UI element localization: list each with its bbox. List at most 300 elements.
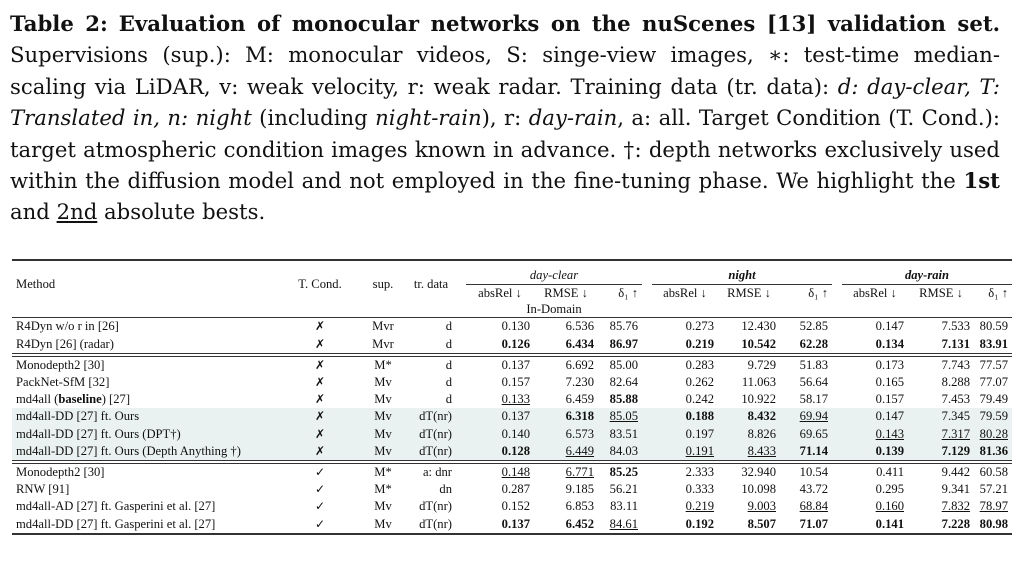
gap-cell — [832, 443, 842, 461]
cell-value: 7.228 — [941, 516, 970, 531]
cell-value: 2.333 — [685, 464, 714, 479]
cell-value: 9.003 — [747, 499, 776, 514]
cell-day-clear-rmse — [534, 336, 598, 354]
cell-day-rain-absrel — [842, 443, 908, 461]
cell-day-rain-absrel — [842, 426, 908, 443]
cell-night-delta1 — [780, 498, 832, 515]
cell-trdata: dT(nr) — [419, 516, 452, 531]
cell-day-rain-rmse — [908, 498, 974, 515]
cell-trdata: dT(nr) — [406, 426, 456, 443]
table-row — [12, 515, 1012, 533]
caption-text-4-italic: day-rain — [528, 105, 618, 131]
cell-night-absrel — [652, 336, 718, 354]
cell-value: 9.341 — [941, 482, 970, 497]
table-row — [12, 318, 1012, 335]
cell-night-absrel — [652, 463, 718, 481]
cell-method: Monodepth2 [30] — [16, 357, 105, 372]
cell-value: 0.242 — [685, 392, 714, 407]
cell-value: 0.188 — [685, 409, 714, 424]
cell-value: 6.459 — [565, 392, 594, 407]
cell-method: md4all-DD [27] ft. Ours — [12, 408, 280, 425]
gap-cell — [456, 336, 466, 354]
header-sup: sup. — [372, 277, 394, 292]
gap-cell — [642, 426, 652, 443]
cell-sup: Mv — [374, 375, 392, 390]
cell-day-rain-delta1 — [974, 515, 1012, 533]
gap-cell — [456, 374, 466, 391]
cell-value: 6.771 — [565, 464, 594, 479]
cell-value: 0.140 — [501, 426, 530, 441]
gap-cell — [642, 498, 652, 515]
cell-sup: Mv — [360, 408, 406, 425]
cell-day-clear-absrel — [466, 515, 534, 533]
cell-night-delta1 — [780, 408, 832, 425]
cell-day-rain-rmse — [908, 515, 974, 533]
gap-cell — [642, 285, 652, 303]
cell-day-clear-absrel — [466, 463, 534, 481]
gap-cell — [642, 356, 652, 374]
cell-value: 79.49 — [979, 392, 1008, 407]
table-row — [12, 426, 1012, 443]
table-row — [12, 463, 1012, 481]
cell-value: 0.165 — [875, 375, 904, 390]
cell-night-rmse — [718, 318, 780, 335]
gap-cell — [456, 481, 466, 498]
cell-day-rain-delta1 — [974, 481, 1012, 498]
cell-method: R4Dyn w/o r in [26] — [16, 319, 119, 334]
cell-night-rmse — [718, 356, 780, 374]
cell-value: 6.692 — [565, 357, 594, 372]
cell-night-rmse — [718, 481, 780, 498]
cell-night-delta1 — [780, 443, 832, 461]
table-row — [12, 374, 1012, 391]
gap-cell — [456, 285, 466, 303]
cell-day-rain-delta1 — [974, 336, 1012, 354]
gap-cell — [456, 498, 466, 515]
cell-day-rain-absrel — [842, 463, 908, 481]
cell-day-clear-absrel — [466, 498, 534, 515]
cell-value: 80.98 — [979, 516, 1008, 531]
cell-night-absrel — [652, 318, 718, 335]
cell-value: 6.853 — [565, 499, 594, 514]
gap-cell — [832, 336, 842, 354]
check-mark-icon: ✓ — [314, 499, 326, 514]
cell-value: 77.07 — [979, 375, 1008, 390]
caption-title: Evaluation of monocular networks on the nuScenes [13] validation set. — [118, 11, 1000, 36]
cell-value: 69.94 — [799, 409, 828, 424]
cross-mark-icon: ✗ — [314, 375, 326, 390]
cell-day-clear-delta1 — [598, 443, 642, 461]
cell-day-clear-delta1 — [598, 463, 642, 481]
cell-value: 0.160 — [875, 499, 904, 514]
cross-mark-icon: ✗ — [314, 357, 326, 372]
cell-day-rain-delta1 — [974, 426, 1012, 443]
cell-trdata: a: dnr — [422, 464, 452, 479]
cell-sup: Mv — [360, 426, 406, 443]
cell-value: 85.25 — [609, 464, 638, 479]
cell-value: 6.434 — [565, 336, 594, 351]
cell-day-clear-delta1 — [598, 374, 642, 391]
cell-value: 83.11 — [610, 499, 638, 514]
cell-day-clear-absrel — [466, 318, 534, 335]
caption-first: 1st — [963, 168, 1000, 194]
cell-night-absrel — [652, 356, 718, 374]
header-metric-day-clear-delta1: δ₁ ↑ — [618, 286, 638, 301]
cell-day-rain-rmse — [908, 336, 974, 354]
section-in-domain-label: In-Domain — [526, 302, 582, 317]
cell-night-absrel — [652, 515, 718, 533]
cell-value: 7.453 — [941, 392, 970, 407]
caption-text-4: ), r: — [481, 105, 522, 131]
cell-day-rain-rmse — [908, 318, 974, 335]
cell-value: 8.288 — [941, 375, 970, 390]
cell-value: 85.76 — [609, 319, 638, 334]
header-metric-day-rain-delta1: δ₁ ↑ — [988, 286, 1008, 301]
cell-method: md4all-AD [27] ft. Gasperini et al. [27] — [16, 499, 216, 514]
cell-value: 0.148 — [501, 464, 530, 479]
cell-method: PackNet-SfM [32] — [16, 375, 110, 390]
cell-value: 68.84 — [799, 499, 828, 514]
cell-method — [12, 391, 280, 408]
cell-value: 10.098 — [741, 482, 776, 497]
cell-day-clear-rmse — [534, 481, 598, 498]
gap-cell — [832, 515, 842, 533]
cell-day-rain-delta1 — [974, 408, 1012, 425]
cell-value: 0.128 — [501, 443, 530, 458]
cross-mark-icon: ✗ — [314, 336, 326, 351]
cell-value: 0.137 — [501, 357, 530, 372]
cell-trdata: dn — [439, 482, 452, 497]
cell-value: 6.449 — [565, 443, 594, 458]
cell-day-rain-delta1 — [974, 498, 1012, 515]
cell-method: R4Dyn [26] (radar) — [16, 336, 114, 351]
cell-value: 0.262 — [685, 375, 714, 390]
cell-value: 77.57 — [979, 357, 1008, 372]
cell-value: 43.72 — [799, 482, 828, 497]
cell-value: 0.295 — [875, 482, 904, 497]
header-metric-night-absrel: absRel ↓ — [663, 286, 707, 301]
cell-value: 0.219 — [685, 336, 714, 351]
cell-day-clear-delta1 — [598, 318, 642, 335]
cell-day-clear-delta1 — [598, 498, 642, 515]
header-trdata: tr. data — [413, 277, 449, 292]
cell-value: 78.97 — [979, 499, 1008, 514]
cell-method-bold: baseline — [58, 392, 102, 407]
gap-cell — [642, 515, 652, 533]
cell-night-delta1 — [780, 356, 832, 374]
gap-cell — [832, 374, 842, 391]
gap-cell — [642, 481, 652, 498]
cross-mark-icon: ✗ — [314, 319, 326, 334]
cell-day-clear-rmse — [534, 515, 598, 533]
cell-night-delta1 — [780, 374, 832, 391]
cell-day-clear-delta1 — [598, 391, 642, 408]
cell-night-absrel — [652, 374, 718, 391]
cell-sup: M* — [374, 357, 392, 372]
cell-day-clear-rmse — [534, 408, 598, 425]
cell-value: 32.940 — [741, 464, 776, 479]
cell-day-clear-delta1 — [598, 336, 642, 354]
cell-day-clear-absrel — [466, 481, 534, 498]
cell-value: 85.05 — [609, 409, 638, 424]
cell-value: 0.173 — [875, 357, 904, 372]
cell-value: 0.191 — [685, 443, 714, 458]
cell-value: 62.28 — [799, 336, 828, 351]
gap-cell — [642, 336, 652, 354]
cell-day-rain-absrel — [842, 391, 908, 408]
cell-value: 80.59 — [979, 319, 1008, 334]
cell-value: 60.58 — [979, 464, 1008, 479]
cell-day-clear-rmse — [534, 463, 598, 481]
cell-value: 71.14 — [799, 443, 828, 458]
cell-value: 10.54 — [799, 464, 828, 479]
caption-text-6: absolute bests. — [104, 199, 266, 225]
table-row — [12, 408, 1012, 425]
gap-cell — [832, 285, 842, 303]
cell-night-absrel — [652, 481, 718, 498]
header-group-day-rain: day-rain — [842, 267, 1012, 285]
cell-value: 6.573 — [565, 426, 594, 441]
cell-value: 9.185 — [565, 482, 594, 497]
cell-value: 51.83 — [799, 357, 828, 372]
cell-value: 52.85 — [799, 319, 828, 334]
cell-day-clear-absrel — [466, 408, 534, 425]
cell-value: 86.97 — [609, 336, 638, 351]
cell-value: 0.287 — [501, 482, 530, 497]
cell-night-delta1 — [780, 481, 832, 498]
cell-value: 84.61 — [609, 516, 638, 531]
header-metric-night-delta1: δ₁ ↑ — [808, 286, 828, 301]
cell-day-rain-delta1 — [974, 374, 1012, 391]
cell-day-rain-rmse — [908, 356, 974, 374]
cell-value: 8.507 — [747, 516, 776, 531]
cell-method-post: ) [27] — [101, 392, 131, 407]
cell-value: 10.542 — [741, 336, 776, 351]
cell-day-clear-delta1 — [598, 356, 642, 374]
gap-cell — [456, 426, 466, 443]
cell-day-clear-rmse — [534, 391, 598, 408]
cell-night-rmse — [718, 426, 780, 443]
cell-value: 0.192 — [685, 516, 714, 531]
cell-day-clear-absrel — [466, 374, 534, 391]
cell-sup: Mv — [360, 443, 406, 461]
cell-trdata: dT(nr) — [419, 499, 452, 514]
gap-cell — [456, 318, 466, 335]
cell-value: 9.729 — [747, 357, 776, 372]
cell-sup: Mv — [374, 499, 392, 514]
table-row — [12, 391, 1012, 408]
cell-method: md4all-DD [27] ft. Ours (DPT†) — [12, 426, 280, 443]
cell-day-clear-absrel — [466, 426, 534, 443]
gap-cell — [642, 374, 652, 391]
cell-day-rain-delta1 — [974, 391, 1012, 408]
cell-value: 83.51 — [609, 426, 638, 441]
caption-text-1: Supervisions (sup.): M: monocular videos, S: singe-view images, ∗: test-time median-scaling via LiDAR, v: weak velocity, r: weak radar. Training data (tr. data): — [10, 42, 1000, 99]
cell-sup: M* — [374, 464, 392, 479]
cell-night-absrel — [652, 391, 718, 408]
gap-cell — [642, 318, 652, 335]
cell-sup: Mv — [374, 516, 392, 531]
cell-night-rmse — [718, 408, 780, 425]
cell-value: 0.137 — [501, 409, 530, 424]
gap-cell — [832, 408, 842, 425]
cell-value: 6.318 — [565, 409, 594, 424]
gap-cell — [456, 443, 466, 461]
caption-text-3-italic: night-rain — [375, 105, 482, 131]
table-row — [12, 498, 1012, 515]
cell-day-rain-rmse — [908, 374, 974, 391]
header-tcond: T. Cond. — [298, 277, 342, 292]
gap-cell — [456, 408, 466, 425]
cell-value: 57.21 — [979, 482, 1008, 497]
cell-value: 84.03 — [609, 443, 638, 458]
table-rule — [12, 534, 1012, 535]
cell-day-rain-absrel — [842, 356, 908, 374]
header-group-night: night — [652, 267, 832, 285]
cell-night-delta1 — [780, 391, 832, 408]
cell-night-delta1 — [780, 515, 832, 533]
cell-night-rmse — [718, 463, 780, 481]
header-metric-day-rain-absrel: absRel ↓ — [853, 286, 897, 301]
cell-value: 12.430 — [741, 319, 776, 334]
cell-night-delta1 — [780, 318, 832, 335]
gap-cell — [832, 481, 842, 498]
cell-day-rain-rmse — [908, 463, 974, 481]
cell-value: 0.130 — [501, 319, 530, 334]
cell-trdata: dT(nr) — [406, 443, 456, 461]
cell-day-clear-rmse — [534, 374, 598, 391]
table-row — [12, 443, 1012, 461]
cell-value: 0.147 — [875, 409, 904, 424]
cell-trdata: d — [445, 319, 452, 334]
cell-night-rmse — [718, 374, 780, 391]
cell-value: 8.432 — [747, 409, 776, 424]
cell-value: 7.317 — [941, 426, 970, 441]
cell-value: 0.137 — [501, 516, 530, 531]
cell-day-clear-rmse — [534, 426, 598, 443]
cell-value: 71.07 — [799, 516, 828, 531]
cell-trdata: d — [445, 375, 452, 390]
cell-day-rain-delta1 — [974, 318, 1012, 335]
section-in-domain-row — [12, 302, 1012, 318]
cell-value: 69.65 — [799, 426, 828, 441]
gap-cell — [642, 443, 652, 461]
cell-value: 82.64 — [609, 375, 638, 390]
cell-day-rain-absrel — [842, 408, 908, 425]
gap-cell — [456, 356, 466, 374]
gap-cell — [832, 356, 842, 374]
cell-day-rain-rmse — [908, 408, 974, 425]
cell-method: md4all-DD [27] ft. Gasperini et al. [27] — [16, 516, 216, 531]
cell-value: 0.139 — [875, 443, 904, 458]
cell-night-rmse — [718, 498, 780, 515]
cell-value: 0.273 — [685, 319, 714, 334]
cell-day-rain-absrel — [842, 515, 908, 533]
cell-day-rain-absrel — [842, 336, 908, 354]
cell-value: 7.533 — [941, 319, 970, 334]
cell-trdata: d — [445, 336, 452, 351]
caption-second: 2nd — [56, 199, 98, 225]
cell-value: 0.141 — [875, 516, 904, 531]
check-mark-icon: ✓ — [314, 482, 326, 497]
check-mark-icon: ✓ — [314, 464, 326, 479]
table-row — [12, 356, 1012, 374]
cell-day-rain-delta1 — [974, 463, 1012, 481]
cell-day-rain-delta1 — [974, 356, 1012, 374]
cell-value: 8.826 — [747, 426, 776, 441]
gap-cell — [832, 498, 842, 515]
cell-value: 56.64 — [799, 375, 828, 390]
gap-cell — [832, 391, 842, 408]
cell-night-delta1 — [780, 336, 832, 354]
cross-mark-icon: ✗ — [280, 443, 360, 461]
cell-trdata: d — [445, 392, 452, 407]
table-row — [12, 481, 1012, 498]
cell-sup: Mv — [374, 392, 392, 407]
cell-value: 0.411 — [876, 464, 904, 479]
gap-cell — [832, 426, 842, 443]
cell-night-absrel — [652, 443, 718, 461]
cell-value: 79.59 — [979, 409, 1008, 424]
cell-method-pre: md4all ( — [16, 392, 59, 407]
cell-value: 0.197 — [685, 426, 714, 441]
cell-value: 7.743 — [941, 357, 970, 372]
cell-value: 0.333 — [685, 482, 714, 497]
cell-sup: Mvr — [372, 319, 394, 334]
gap-cell — [456, 391, 466, 408]
cell-value: 7.129 — [941, 443, 970, 458]
cross-mark-icon: ✗ — [280, 426, 360, 443]
cell-method: RNW [91] — [16, 482, 70, 497]
cell-value: 0.157 — [875, 392, 904, 407]
header-group-day-clear: day-clear — [466, 267, 642, 285]
cell-day-clear-delta1 — [598, 426, 642, 443]
cell-value: 9.442 — [941, 464, 970, 479]
cell-day-rain-absrel — [842, 481, 908, 498]
cell-value: 85.00 — [609, 357, 638, 372]
cell-sup: M* — [374, 482, 392, 497]
cell-day-clear-rmse — [534, 443, 598, 461]
cell-day-rain-absrel — [842, 318, 908, 335]
gap-cell — [456, 515, 466, 533]
cell-trdata: d — [445, 357, 452, 372]
cell-value: 7.832 — [941, 499, 970, 514]
cell-value: 0.134 — [875, 336, 904, 351]
cell-value: 7.345 — [941, 409, 970, 424]
header-group-row — [12, 267, 1012, 285]
cell-day-rain-rmse — [908, 481, 974, 498]
cell-night-absrel — [652, 408, 718, 425]
cell-day-rain-delta1 — [974, 443, 1012, 461]
cell-value: 0.143 — [875, 426, 904, 441]
cell-value: 0.133 — [501, 392, 530, 407]
cell-day-clear-delta1 — [598, 515, 642, 533]
header-metric-night-rmse: RMSE ↓ — [727, 286, 771, 301]
cell-day-clear-delta1 — [598, 481, 642, 498]
caption-text-3: (including — [259, 105, 368, 131]
cell-day-clear-rmse — [534, 356, 598, 374]
gap-cell — [832, 318, 842, 335]
cell-value: 80.28 — [979, 426, 1008, 441]
cell-value: 6.452 — [565, 516, 594, 531]
header-metric-day-clear-rmse: RMSE ↓ — [544, 286, 588, 301]
cell-value: 58.17 — [799, 392, 828, 407]
cell-value: 8.433 — [747, 443, 776, 458]
cell-night-delta1 — [780, 463, 832, 481]
caption-text-5: , a: all. Target Condition (T. Cond.): target atmospheric condition images known in advance. †: depth networks exclusively used within the diffusion model and not employed in the fine-tuning phase. We highlight the — [10, 105, 1000, 194]
cell-value: 0.147 — [875, 319, 904, 334]
header-metric-day-rain-rmse: RMSE ↓ — [919, 286, 963, 301]
